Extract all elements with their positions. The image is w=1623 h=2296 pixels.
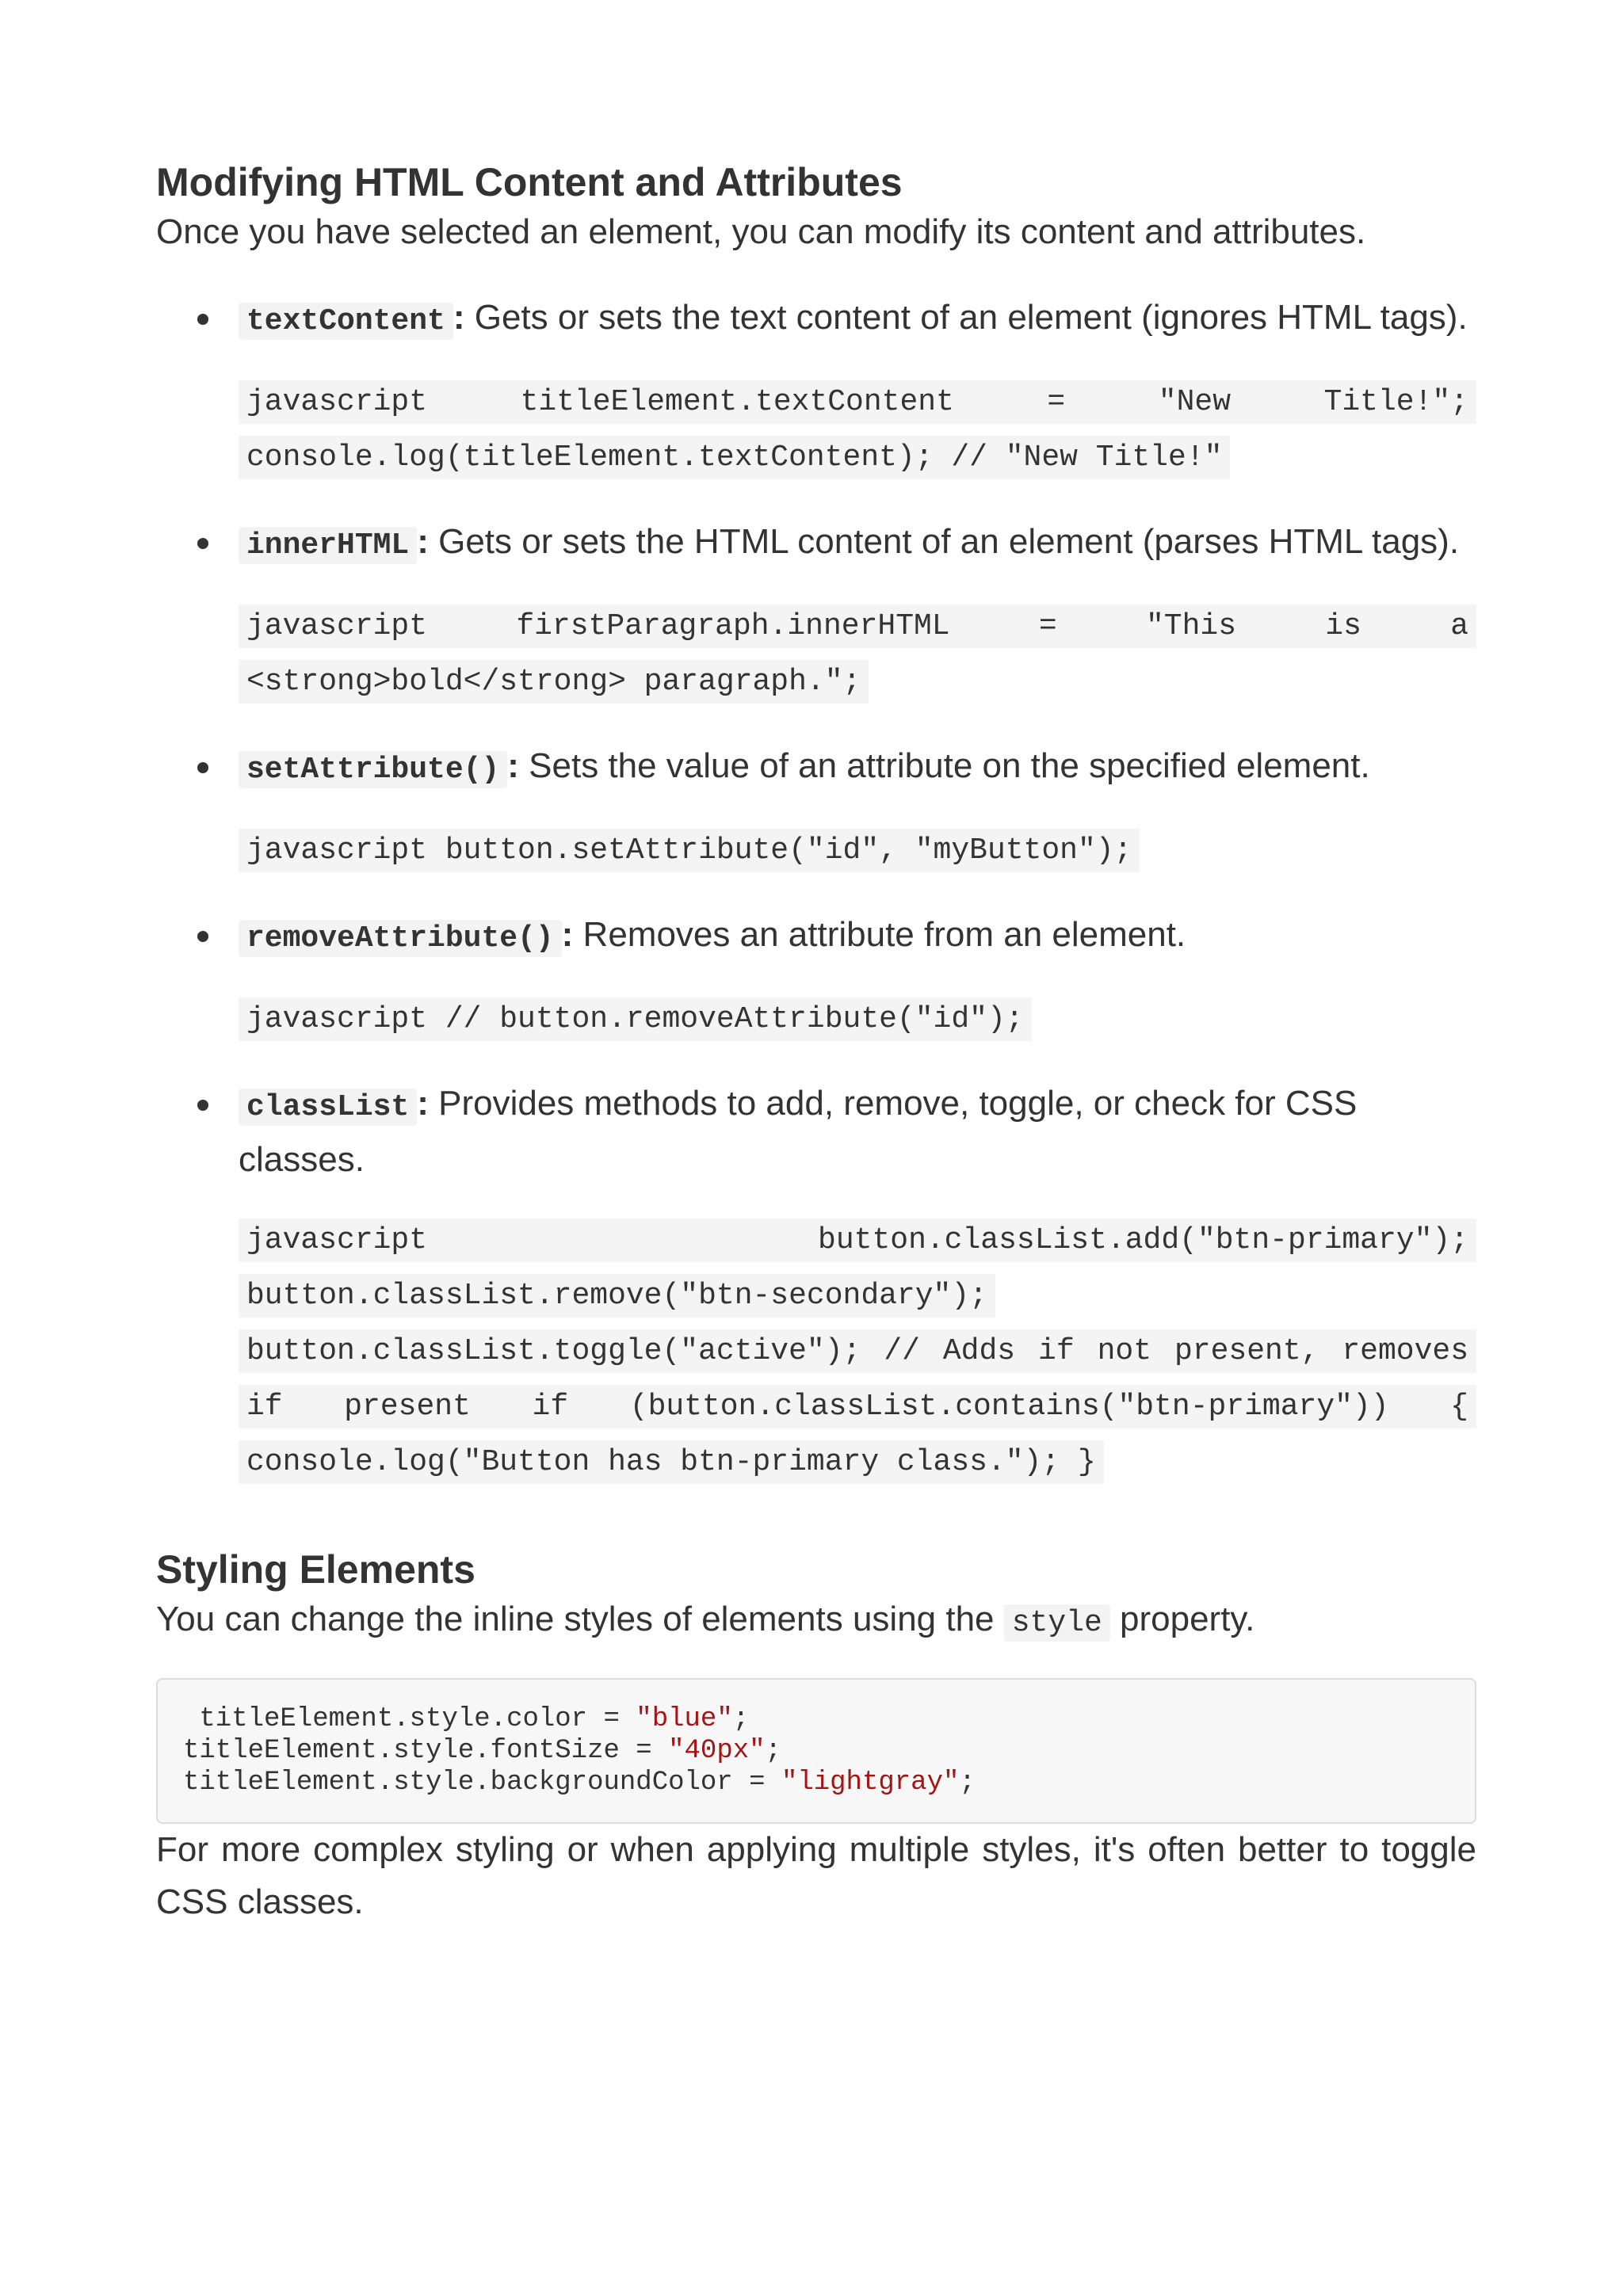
list-item-setattribute	[156, 740, 1476, 879]
keyword-colon: :	[417, 522, 429, 561]
list-item-classlist	[156, 1077, 1476, 1490]
keyword-colon: :	[561, 915, 574, 954]
keyword-code: setAttribute()	[239, 751, 507, 788]
item-description: Provides methods to add, remove, toggle, or check for CSS classes.	[239, 1084, 1358, 1179]
code-text: javascript button.classList.add("btn-primary"); button.classList.remove("btn-secondary"); button.classList.toggle("active"); // Adds if not present, removes if present if (button.classList.contains("btn-primary")) { console.log("Button has btn-primary class."); }	[239, 1219, 1476, 1484]
code-line	[183, 1768, 976, 1798]
code-snippet	[239, 375, 1476, 486]
item-description: Removes an attribute from an element.	[573, 915, 1186, 954]
item-line	[239, 516, 1476, 572]
item-line	[239, 909, 1476, 965]
bullet-icon	[197, 314, 208, 325]
code-suffix: ;	[732, 1704, 750, 1734]
keyword-code: innerHTML	[239, 527, 417, 564]
bullet-icon	[197, 538, 208, 549]
styling-text-before: You can change the inline styles of elements using the	[156, 1600, 1004, 1638]
code-suffix: ;	[959, 1768, 976, 1798]
keyword-colon: :	[417, 1084, 429, 1123]
inline-code-style: style	[1004, 1604, 1110, 1642]
section-heading-styling: Styling Elements	[156, 1547, 475, 1592]
property-list	[156, 292, 1476, 1490]
item-description: Sets the value of an attribute on the specified element.	[518, 746, 1370, 785]
keyword-code: removeAttribute()	[239, 920, 562, 957]
code-snippet	[239, 1213, 1476, 1490]
code-string: "blue"	[636, 1704, 733, 1734]
code-prefix: titleElement.style.color =	[183, 1704, 636, 1734]
code-snippet	[239, 992, 1476, 1047]
item-line	[239, 740, 1476, 796]
code-block	[156, 1678, 1476, 1824]
code-string: "40px"	[668, 1736, 766, 1766]
code-snippet	[239, 599, 1476, 710]
bullet-icon	[197, 762, 208, 773]
item-description: Gets or sets the HTML content of an element (parses HTML tags).	[428, 522, 1460, 561]
list-item-textcontent	[156, 292, 1476, 486]
list-item-removeattribute	[156, 909, 1476, 1047]
keyword-code: classList	[239, 1089, 417, 1126]
code-line	[183, 1736, 781, 1766]
code-suffix: ;	[765, 1736, 781, 1766]
styling-paragraph	[156, 1593, 1476, 1650]
code-prefix: titleElement.style.backgroundColor =	[183, 1768, 781, 1798]
intro-paragraph: Once you have selected an element, you can modify its content and attributes.	[156, 212, 1366, 251]
code-text: javascript button.setAttribute("id", "myButton");	[239, 829, 1140, 872]
section-heading-modifying: Modifying HTML Content and Attributes	[156, 160, 903, 204]
code-line	[183, 1704, 749, 1734]
code-string: "lightgray"	[781, 1768, 960, 1798]
styling-text-after: property.	[1109, 1600, 1255, 1638]
code-snippet	[239, 823, 1476, 879]
closing-paragraph: For more complex styling or when applying multiple styles, it's often better to toggle CSS classes.	[156, 1830, 1476, 1921]
bullet-icon	[197, 1100, 208, 1111]
code-prefix: titleElement.style.fontSize =	[183, 1736, 669, 1766]
item-line	[239, 292, 1476, 348]
bullet-icon	[197, 931, 208, 942]
item-description: Gets or sets the text content of an element (ignores HTML tags).	[464, 298, 1468, 337]
keyword-colon: :	[507, 746, 519, 785]
code-text: javascript // button.removeAttribute("id");	[239, 997, 1032, 1041]
list-item-innerhtml	[156, 516, 1476, 710]
item-line	[239, 1077, 1476, 1186]
code-text: javascript firstParagraph.innerHTML = "This is a <strong>bold</strong> paragraph.";	[239, 605, 1476, 704]
keyword-colon: :	[453, 298, 465, 337]
keyword-code: textContent	[239, 303, 453, 340]
code-text: javascript titleElement.textContent = "New Title!"; console.log(titleElement.textContent); // "New Title!"	[239, 380, 1476, 479]
